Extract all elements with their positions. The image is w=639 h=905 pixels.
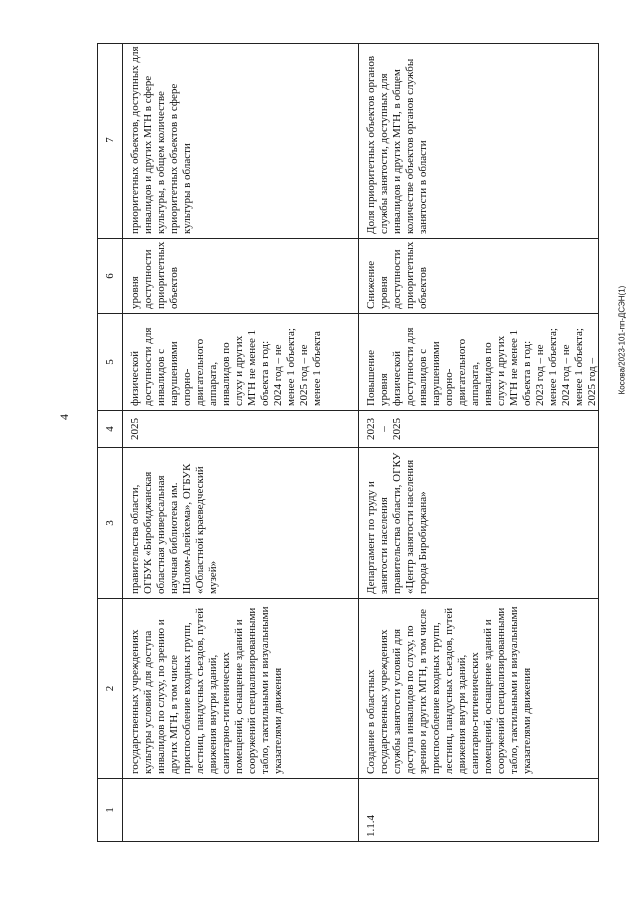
table-header-row <box>98 43 123 841</box>
row-number: 1.1.4 <box>359 778 599 841</box>
program-table <box>97 43 599 842</box>
implementation-period: 2023 – 2025 <box>359 410 599 447</box>
table-row <box>123 43 359 841</box>
document-code: Косова/2023-101-пп-ДСЭН(1) <box>617 285 627 395</box>
measure-name: государственных учреждениях культуры условий для доступа инвалидов по слуху, по зрению и других МГН, в том числе приспособление входных групп, лестниц, пандусных съездов, путей движения внутри зданий, санитарно-гигиенических помещений, оснащение зданий и сооружений специализированными табло, тактильными и визуальными указателями движения <box>123 598 358 778</box>
header-col-7: 7 <box>104 137 116 143</box>
indicator: Доля приоритетных объектов органов службы занятости, доступных для инвалидов и других МГН, в общем количестве объектов органов службы занятости в области <box>365 55 429 234</box>
expected-result: Повышение уровня физической доступности для инвалидов с нарушениями опорно-двигательного аппарата, инвалидов по слуху и других МГН не менее 1 объекта в год: 2023 год – не менее 1 объекта; 2024 год – не менее 1 объекта; 2025 год – <box>359 313 599 410</box>
page-number: 4 <box>56 414 71 420</box>
expected-result: физической доступности для инвалидов с нарушениями опорно-двигательного аппарата, инвалидов по слуху и других МГН не менее 1 объекта в год: 2024 год – не менее 1 объекта; 2025 год – не менее 1 объекта <box>123 313 358 410</box>
header-col-5: 5 <box>98 313 122 410</box>
header-col-4: 4 <box>98 410 122 447</box>
consequences: уровня доступности приоритетных объектов <box>123 238 358 313</box>
header-col-1: 1 <box>98 778 122 841</box>
header-col-3: 3 <box>98 447 122 598</box>
responsible-executor: Департамент по труду и занятости населения правительства области, ОГКУ «Центр занятости населения города Биробиджана» <box>359 447 599 598</box>
responsible-executor: правительства области, ОГБУК «Биробиджанская областная универсальная научная библиотека им. Шолом-Алейхема», ОГБУК «Областной краеведческий музей» <box>123 447 358 598</box>
measure-name: Создание в областных государственных учреждениях службы занятости условий для доступа инвалидов по слуху, по зрению и других МГН, в том числе приспособление входных групп, лестниц, пандусных съездов, путей движения внутри зданий, санитарно-гигиенических помещений, оснащение зданий и сооружений специализированными табло, тактильными и визуальными указателями движения <box>359 598 599 778</box>
implementation-period: 2025 <box>123 410 358 447</box>
table-container <box>97 43 599 842</box>
header-col-2: 2 <box>98 598 122 778</box>
consequences: Снижение уровня доступности приоритетных объектов <box>359 238 599 313</box>
row-number <box>123 778 358 841</box>
indicator: приоритетных объектов, доступных для инвалидов и других МГН в сфере культуры, в общем количестве приоритетных объектов в сфере культуры в области <box>129 46 193 234</box>
table-row <box>359 43 599 841</box>
header-col-6: 6 <box>98 238 122 313</box>
